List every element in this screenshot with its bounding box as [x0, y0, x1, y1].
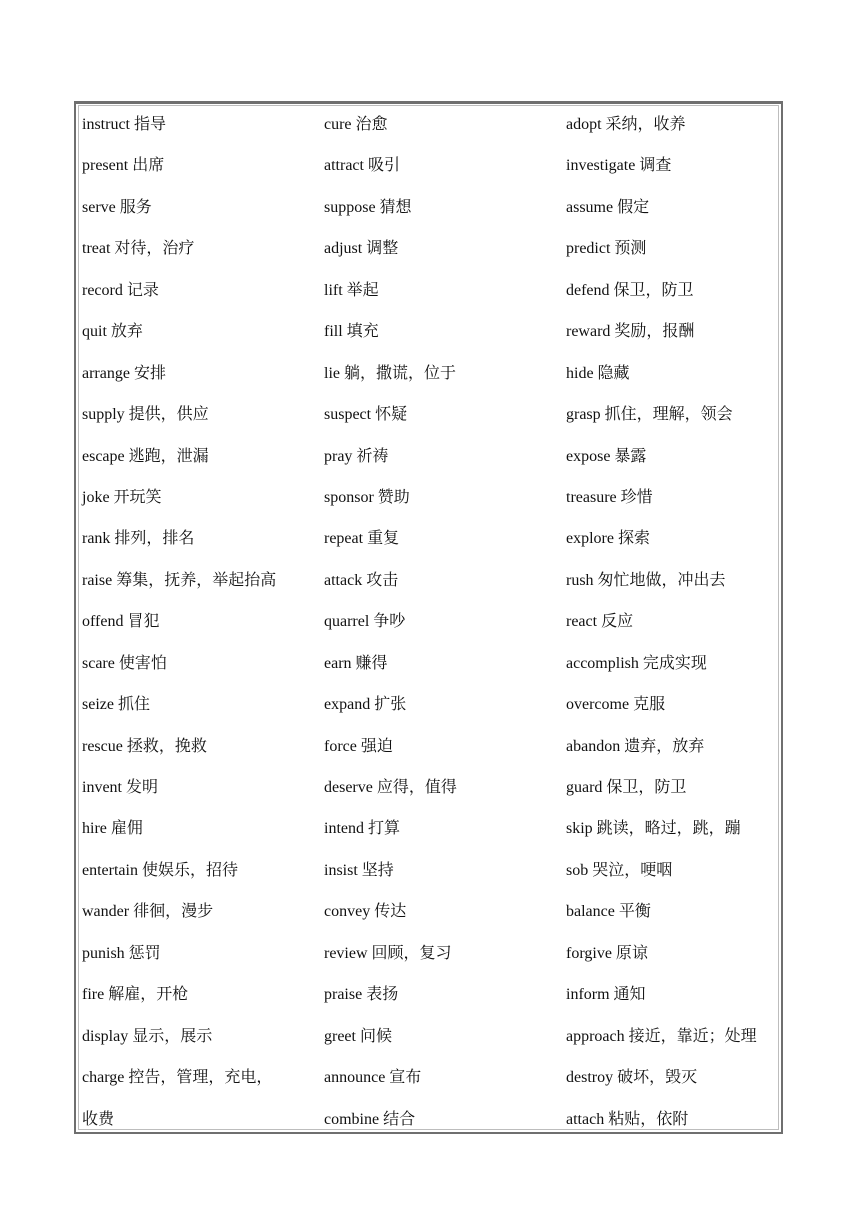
vocab-entry: serve 服务	[82, 198, 152, 216]
table-row	[82, 728, 782, 769]
table-row	[82, 686, 782, 727]
vocab-entry: pray 祈祷	[324, 447, 389, 465]
vocab-entry: assume 假定	[566, 198, 650, 216]
table-row	[82, 645, 782, 686]
vocab-entry: announce 宣布	[324, 1069, 422, 1087]
vocab-entry: fill 填充	[324, 323, 379, 341]
vocab-entry: rush 匆忙地做，冲出去	[566, 571, 726, 589]
vocab-entry: present 出席	[82, 157, 165, 175]
vocab-entry: intend 打算	[324, 820, 400, 838]
vocab-entry: escape 逃跑，泄漏	[82, 447, 209, 465]
table-row	[82, 396, 782, 437]
vocab-entry: seize 抓住	[82, 696, 150, 714]
table-row	[82, 935, 782, 976]
vocab-entry: invent 发明	[82, 779, 158, 796]
vocab-entry: balance 平衡	[566, 903, 651, 921]
vocab-entry: investigate 调查	[566, 157, 672, 175]
table-row	[82, 1101, 782, 1142]
vocab-entry: reward 奖励，报酬	[566, 323, 695, 341]
vocab-entry: approach 接近，靠近；处理	[566, 1027, 757, 1045]
vocab-entry: 收费	[82, 1110, 115, 1128]
vocab-entry: praise 表扬	[324, 986, 399, 1004]
vocab-entry: treat 对待，治疗	[82, 240, 195, 258]
vocab-entry: insist 坚持	[324, 861, 394, 879]
vocab-entry: overcome 克服	[566, 696, 666, 714]
vocab-entry: review 回顾，复习	[324, 944, 452, 962]
vocab-entry: lift 举起	[324, 281, 379, 299]
vocab-entry: forgive 原谅	[566, 944, 648, 962]
vocab-entry: hide 隐藏	[566, 364, 630, 382]
vocab-entry: attack 攻击	[324, 571, 399, 589]
table-row	[82, 893, 782, 934]
vocab-entry: scare 使害怕	[82, 654, 167, 672]
vocab-entry: suspect 怀疑	[324, 406, 408, 424]
vocab-entry: punish 惩罚	[82, 944, 161, 962]
table-row	[82, 562, 782, 603]
vocab-entry: abandon 遗弃，放弃	[566, 737, 705, 755]
vocabulary-table	[82, 106, 782, 1142]
vocab-entry: expose 暴露	[566, 447, 647, 465]
vocab-entry: repeat 重复	[324, 530, 400, 548]
vocab-entry: attach 粘贴，依附	[566, 1110, 689, 1128]
vocab-entry: defend 保卫，防卫	[566, 281, 694, 299]
vocab-entry: inform 通知	[566, 986, 646, 1004]
table-row	[82, 230, 782, 271]
vocab-entry: react 反应	[566, 613, 634, 631]
table-row	[82, 438, 782, 479]
vocab-entry: display 显示，展示	[82, 1027, 213, 1045]
vocab-entry: charge 控告，管理，充电，	[82, 1069, 273, 1087]
vocab-entry: supply 提供，供应	[82, 406, 209, 424]
table-row	[82, 520, 782, 561]
vocab-entry: quarrel 争吵	[324, 613, 406, 631]
vocab-entry: convey 传达	[324, 903, 407, 921]
vocab-entry: fire 解雇，开枪	[82, 986, 189, 1004]
vocab-entry: force 强迫	[324, 737, 393, 755]
table-row	[82, 147, 782, 188]
table-row	[82, 479, 782, 520]
vocab-entry: guard 保卫，防卫	[566, 779, 687, 796]
vocab-entry: treasure 珍惜	[566, 488, 653, 506]
vocab-entry: attract 吸引	[324, 157, 400, 175]
table-row	[82, 1018, 782, 1059]
table-row	[82, 355, 782, 396]
vocab-entry: earn 赚得	[324, 654, 388, 672]
vocab-entry: expand 扩张	[324, 696, 407, 714]
vocab-entry: destroy 破坏，毁灭	[566, 1069, 698, 1087]
vocab-entry: arrange 安排	[82, 364, 166, 382]
vocab-entry: entertain 使娱乐，招待	[82, 861, 238, 879]
vocab-entry: offend 冒犯	[82, 613, 160, 631]
table-row	[82, 1059, 782, 1100]
vocab-entry: adopt 采纳，收养	[566, 116, 686, 133]
table-row	[82, 313, 782, 354]
table-row	[82, 976, 782, 1017]
vocab-entry: rescue 拯救，挽救	[82, 737, 207, 755]
vocab-entry: combine 结合	[324, 1110, 416, 1128]
table-row	[82, 106, 782, 147]
vocab-entry: sob 哭泣，哽咽	[566, 861, 673, 879]
vocab-entry: quit 放弃	[82, 323, 143, 341]
vocab-entry: record 记录	[82, 281, 159, 299]
vocab-entry: adjust 调整	[324, 240, 399, 258]
vocab-entry: rank 排列，排名	[82, 530, 195, 548]
vocab-entry: cure 治愈	[324, 116, 388, 133]
vocab-entry: suppose 猜想	[324, 198, 412, 216]
table-row	[82, 810, 782, 851]
table-row	[82, 272, 782, 313]
vocab-entry: predict 预测	[566, 240, 647, 258]
vocab-entry: raise 筹集，抚养，举起抬高	[82, 571, 277, 589]
vocab-entry: hire 雇佣	[82, 820, 143, 838]
table-row	[82, 189, 782, 230]
vocab-entry: joke 开玩笑	[82, 488, 162, 506]
vocab-entry: accomplish 完成实现	[566, 654, 707, 672]
table-row	[82, 769, 782, 810]
vocab-entry: explore 探索	[566, 530, 650, 548]
vocab-entry: lie 躺，撒谎，位于	[324, 364, 456, 382]
vocab-entry: instruct 指导	[82, 116, 166, 133]
vocab-entry: wander 徘徊，漫步	[82, 903, 214, 921]
vocab-entry: greet 问候	[324, 1027, 392, 1045]
vocab-entry: sponsor 赞助	[324, 488, 410, 506]
table-row	[82, 852, 782, 893]
vocab-entry: skip 跳读，略过，跳，蹦	[566, 820, 741, 838]
vocab-entry: deserve 应得，值得	[324, 779, 457, 796]
vocab-entry: grasp 抓住，理解，领会	[566, 406, 733, 424]
table-row	[82, 603, 782, 644]
